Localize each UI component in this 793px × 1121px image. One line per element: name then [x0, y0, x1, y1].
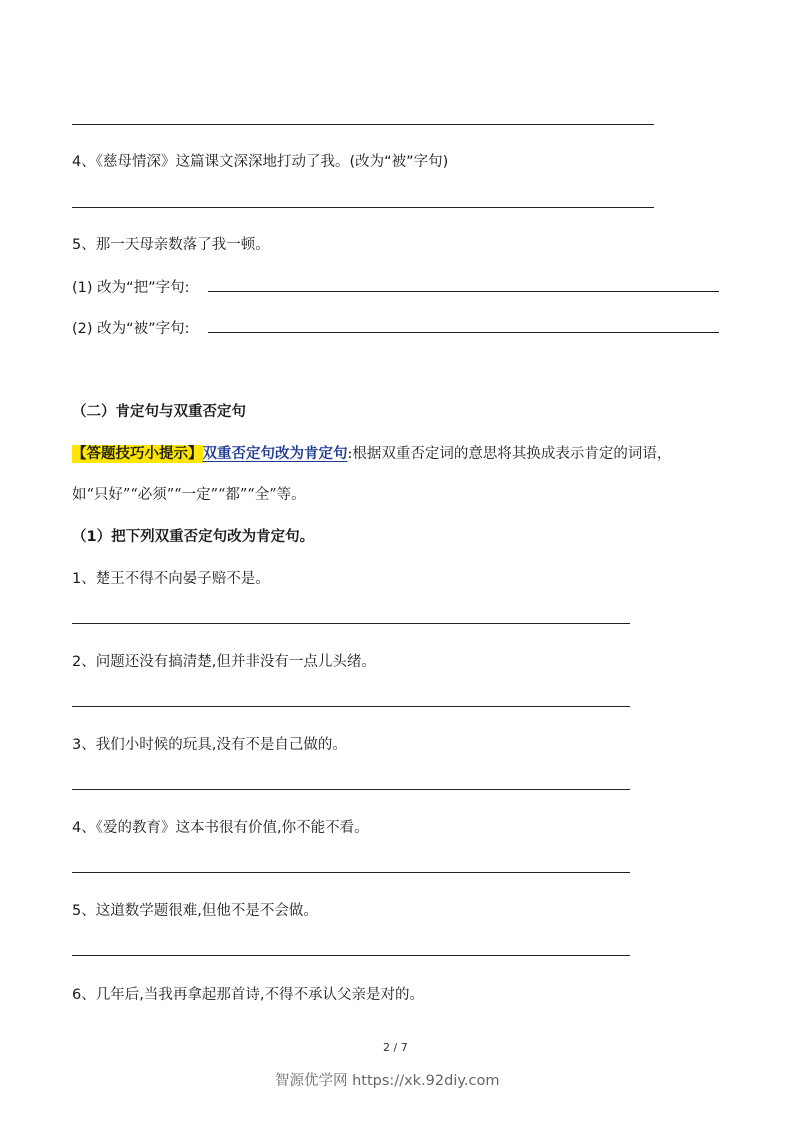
hint-tag: 【答题技巧小提示】	[72, 446, 203, 462]
answer-line[interactable]	[72, 124, 654, 125]
hint-text: :根据双重否定词的意思将其换成表示肯定的词语，	[347, 446, 672, 462]
question-item: 2、问题还没有搞清楚,但并非没有一点儿头绪。	[72, 654, 376, 670]
answer-line[interactable]	[72, 623, 630, 624]
sub-heading: （1）把下列双重否定句改为肯定句。	[72, 529, 315, 545]
section-heading: （二）肯定句与双重否定句	[72, 404, 246, 420]
hint-row	[72, 442, 671, 463]
answer-line[interactable]	[72, 955, 630, 956]
footer-watermark[interactable]: 智源优学网 https://xk.92diy.com	[275, 1073, 500, 1089]
hint-link[interactable]: 双重否定句改为肯定句	[202, 445, 348, 462]
question-item: 5、这道数学题很难,但他不是不会做。	[72, 903, 318, 919]
question-item: 4、《爱的教育》这本书很有价值,你不能不看。	[72, 820, 369, 836]
question-item: 6、几年后,当我再拿起那首诗,不得不承认父亲是对的。	[72, 987, 424, 1003]
question-5: 5、那一天母亲数落了我一顿。	[72, 237, 270, 253]
question-item: 3、我们小时候的玩具,没有不是自己做的。	[72, 737, 347, 753]
answer-line[interactable]	[208, 332, 719, 333]
answer-line[interactable]	[208, 291, 719, 292]
page-number: 2 / 7	[383, 1041, 408, 1054]
question-item: 1、楚王不得不向晏子赔不是。	[72, 571, 270, 587]
question-5-1-label: (1) 改为“把”字句:	[72, 280, 190, 296]
answer-line[interactable]	[72, 789, 630, 790]
answer-line[interactable]	[72, 207, 654, 208]
question-4: 4、《慈母情深》这篇课文深深地打动了我。(改为“被”字句)	[72, 154, 449, 170]
hint-text-continued: 如“只好”“必须”“一定”“都”“全”等。	[72, 487, 306, 503]
answer-line[interactable]	[72, 872, 630, 873]
question-5-2-label: (2) 改为“被”字句:	[72, 321, 190, 337]
answer-line[interactable]	[72, 706, 630, 707]
